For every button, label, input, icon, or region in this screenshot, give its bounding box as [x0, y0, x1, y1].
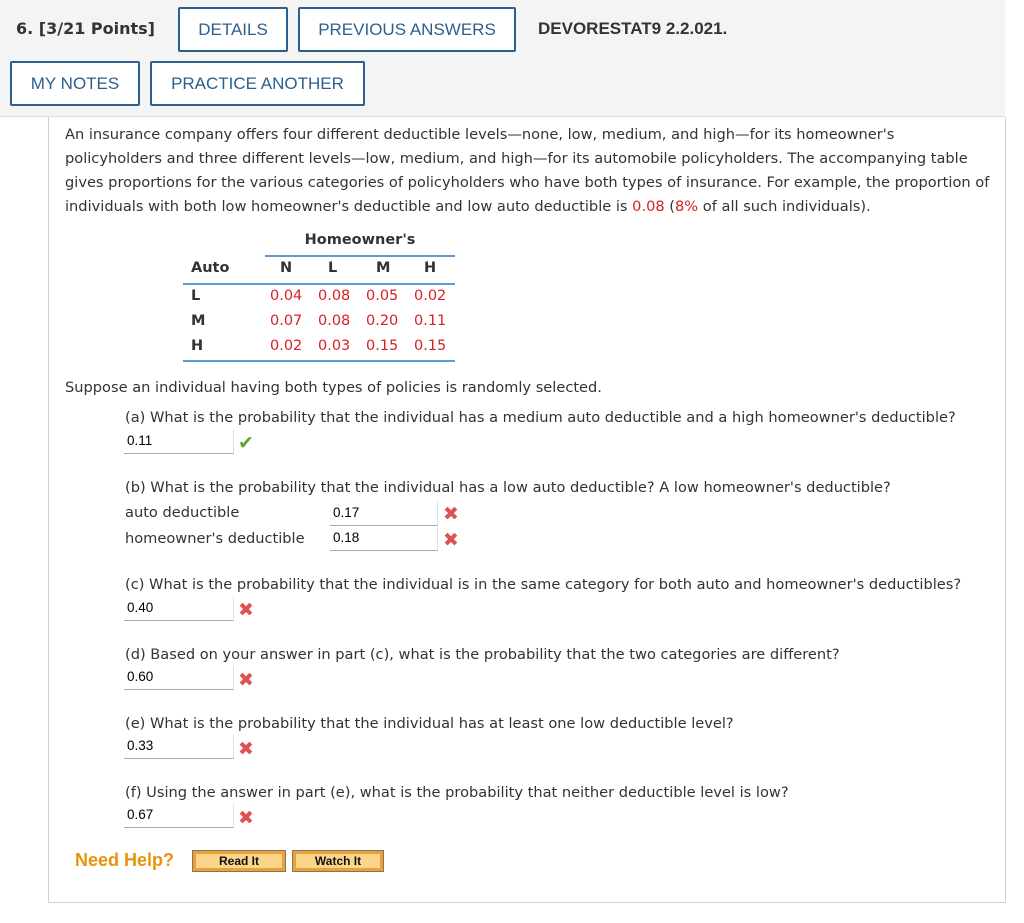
table-cell: 0.20 [366, 313, 399, 329]
table-cell: 0.15 [414, 338, 447, 354]
question-intro [65, 123, 990, 219]
table-cell: 0.08 [318, 313, 351, 329]
intro-highlight-value: 0.08 [632, 198, 665, 215]
read-it-button[interactable] [192, 850, 286, 872]
part-f-question: (f) Using the answer in part (e), what is the probability that neither deductible level is low? [125, 784, 789, 801]
part-c-answer-input[interactable]: 0.40 [124, 597, 234, 621]
cross-icon: ✖ [238, 807, 254, 829]
part-d-answer-input[interactable]: 0.60 [124, 666, 234, 690]
part-a-question: (a) What is the probability that the individual has a medium auto deductible and a high homeowner's deductible? [125, 409, 956, 426]
question-number: 6. [3/21 Points] [16, 19, 155, 38]
table-col-header: M [376, 260, 391, 276]
table-cell: 0.05 [366, 288, 399, 304]
cross-icon: ✖ [238, 599, 254, 621]
part-f-answer-input[interactable]: 0.67 [124, 804, 234, 828]
part-b-auto-answer-input[interactable]: 0.17 [330, 502, 438, 526]
table-row-label: M [191, 313, 206, 329]
previous-answers-button[interactable]: PREVIOUS ANSWERS [298, 7, 516, 52]
table-cell: 0.15 [366, 338, 399, 354]
table-cell: 0.11 [414, 313, 447, 329]
watch-it-button[interactable] [292, 850, 384, 872]
problem-code: DEVORESTAT9 2.2.021. [538, 19, 728, 38]
checkmark-icon: ✔ [238, 432, 254, 454]
my-notes-button[interactable]: MY NOTES [10, 61, 140, 106]
part-b-auto-label: auto deductible [125, 504, 240, 521]
watch-it-label: Watch It [296, 854, 380, 868]
table-cell: 0.08 [318, 288, 351, 304]
read-it-label: Read It [196, 854, 282, 868]
table-cell: 0.03 [318, 338, 351, 354]
table-col-header: L [328, 260, 338, 276]
intro-text-after: of all such individuals). [698, 198, 871, 215]
table-cell: 0.07 [270, 313, 303, 329]
table-title-rule [265, 255, 455, 257]
details-button[interactable]: DETAILS [178, 7, 288, 52]
part-b-question: (b) What is the probability that the individual has a low auto deductible? A low homeowner's deductible? [125, 479, 891, 496]
table-cell: 0.04 [270, 288, 303, 304]
table-bottom-rule [183, 360, 455, 362]
intro-text-before: An insurance company offers four different deductible levels—none, low, medium, and high—for its homeowner's policyholders and three different levels—low, medium, and high—for its automobile policyholders. The accompanying table gives proportions for the various categories of policyholders who have both types of insurance. For example, the proportion of individuals with both low homeowner's deductible and low auto deductible is [65, 126, 990, 215]
table-title: Homeowner's [304, 232, 416, 248]
practice-another-button[interactable]: PRACTICE ANOTHER [150, 61, 365, 106]
need-help-label: Need Help? [75, 850, 175, 870]
table-header-rule [183, 283, 455, 285]
table-col-header: H [424, 260, 437, 276]
part-a-answer-input[interactable]: 0.11 [124, 430, 234, 454]
table-row-label: H [191, 338, 204, 354]
cross-icon: ✖ [238, 669, 254, 691]
table-row-header: Auto [191, 260, 230, 276]
table-cell: 0.02 [414, 288, 447, 304]
intro-highlight-percent: 8% [675, 198, 699, 215]
question-header [0, 0, 1005, 117]
part-e-question: (e) What is the probability that the individual has at least one low deductible level? [125, 715, 734, 732]
part-e-answer-input[interactable]: 0.33 [124, 735, 234, 759]
cross-icon: ✖ [443, 529, 459, 551]
table-cell: 0.02 [270, 338, 303, 354]
part-d-question: (d) Based on your answer in part (c), what is the probability that the two categories are different? [125, 646, 840, 663]
part-c-question: (c) What is the probability that the individual is in the same category for both auto and homeowner's deductibles? [125, 576, 962, 593]
cross-icon: ✖ [443, 503, 459, 525]
table-col-header: N [280, 260, 293, 276]
suppose-text: Suppose an individual having both types of policies is randomly selected. [65, 379, 602, 396]
table-row-label: L [191, 288, 201, 304]
part-b-home-answer-input[interactable]: 0.18 [330, 527, 438, 551]
intro-text-middle: ( [664, 198, 676, 215]
part-b-home-label: homeowner's deductible [125, 530, 305, 547]
cross-icon: ✖ [238, 738, 254, 760]
